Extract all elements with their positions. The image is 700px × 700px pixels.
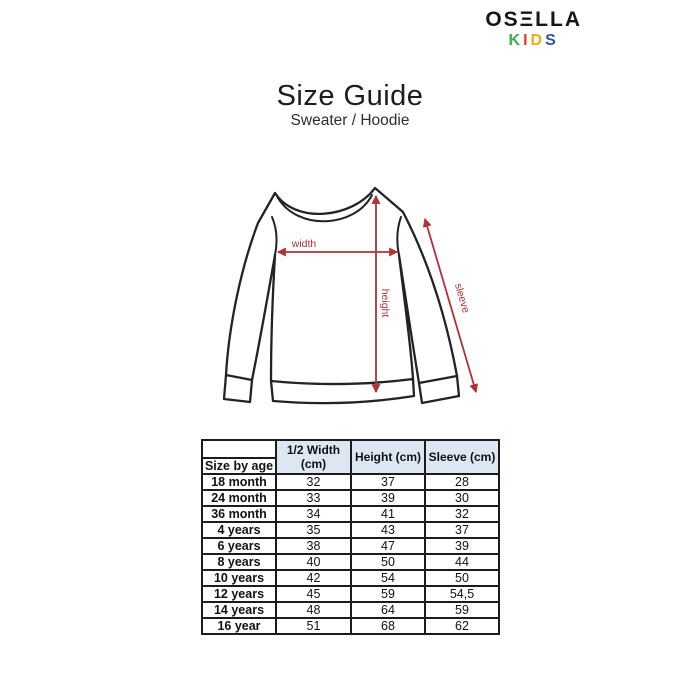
- sleeve-cell: 30: [425, 490, 499, 506]
- size-table-body: [202, 474, 499, 634]
- table-row: [202, 538, 499, 554]
- age-cell: 10 years: [202, 570, 276, 586]
- column-header-height: Height (cm): [351, 440, 425, 474]
- sleeve-cell: 44: [425, 554, 499, 570]
- height-cell: 43: [351, 522, 425, 538]
- half-width-cell: 45: [276, 586, 351, 602]
- age-cell: 4 years: [202, 522, 276, 538]
- column-header-half-width: 1/2 Width (cm): [276, 440, 351, 474]
- age-cell: 12 years: [202, 586, 276, 602]
- age-cell: 24 month: [202, 490, 276, 506]
- height-cell: 64: [351, 602, 425, 618]
- sleeve-cell: 59: [425, 602, 499, 618]
- table-row: [202, 618, 499, 634]
- page-subtitle: Sweater / Hoodie: [290, 112, 410, 129]
- table-row: [202, 522, 499, 538]
- height-cell: 39: [351, 490, 425, 506]
- sleeve-cell: 39: [425, 538, 499, 554]
- logo-kids-letter: I: [523, 32, 531, 49]
- sweater-diagram: [200, 155, 500, 435]
- brand-logo: [485, 9, 582, 49]
- column-header-sleeve: Sleeve (cm): [425, 440, 499, 474]
- sleeve-cell: 37: [425, 522, 499, 538]
- age-cell: 14 years: [202, 602, 276, 618]
- corner-empty-cell: [202, 440, 276, 458]
- table-row: [202, 554, 499, 570]
- logo-kids-letter: S: [545, 32, 559, 49]
- height-cell: 54: [351, 570, 425, 586]
- table-row: [202, 586, 499, 602]
- table-row: [202, 490, 499, 506]
- right-cuff: [419, 376, 459, 403]
- age-cell: 18 month: [202, 474, 276, 490]
- logo-kids-letter: K: [508, 32, 524, 49]
- height-label: height: [379, 288, 391, 318]
- left-cuff: [224, 375, 252, 402]
- height-cell: 41: [351, 506, 425, 522]
- height-cell: 50: [351, 554, 425, 570]
- half-width-cell: 40: [276, 554, 351, 570]
- half-width-cell: 33: [276, 490, 351, 506]
- sweater-outline: [224, 188, 459, 403]
- age-cell: 6 years: [202, 538, 276, 554]
- table-row: [202, 474, 499, 490]
- table-row: [202, 602, 499, 618]
- corner-label-cell: Size by age: [202, 458, 276, 474]
- logo-kids-letter: D: [530, 32, 546, 49]
- half-width-cell: 32: [276, 474, 351, 490]
- table-header-row: [202, 440, 499, 458]
- brand-name: OSΞLLA: [485, 8, 582, 31]
- sleeve-cell: 32: [425, 506, 499, 522]
- height-cell: 37: [351, 474, 425, 490]
- age-cell: 8 years: [202, 554, 276, 570]
- logo-kids: [485, 33, 582, 49]
- hem-band: [271, 379, 414, 403]
- half-width-cell: 42: [276, 570, 351, 586]
- height-cell: 59: [351, 586, 425, 602]
- table-row: [202, 506, 499, 522]
- page-title: Size Guide: [276, 80, 424, 112]
- half-width-cell: 38: [276, 538, 351, 554]
- sleeve-cell: 62: [425, 618, 499, 634]
- half-width-cell: 51: [276, 618, 351, 634]
- half-width-cell: 35: [276, 522, 351, 538]
- height-cell: 68: [351, 618, 425, 634]
- age-cell: 16 year: [202, 618, 276, 634]
- size-table: [201, 439, 500, 635]
- measurement-arrows: [278, 196, 476, 392]
- sleeve-cell: 28: [425, 474, 499, 490]
- half-width-cell: 48: [276, 602, 351, 618]
- half-width-cell: 34: [276, 506, 351, 522]
- sleeve-label: sleeve: [451, 281, 472, 315]
- width-label: width: [291, 238, 317, 250]
- table-row: [202, 570, 499, 586]
- height-cell: 47: [351, 538, 425, 554]
- sleeve-cell: 50: [425, 570, 499, 586]
- sleeve-cell: 54,5: [425, 586, 499, 602]
- age-cell: 36 month: [202, 506, 276, 522]
